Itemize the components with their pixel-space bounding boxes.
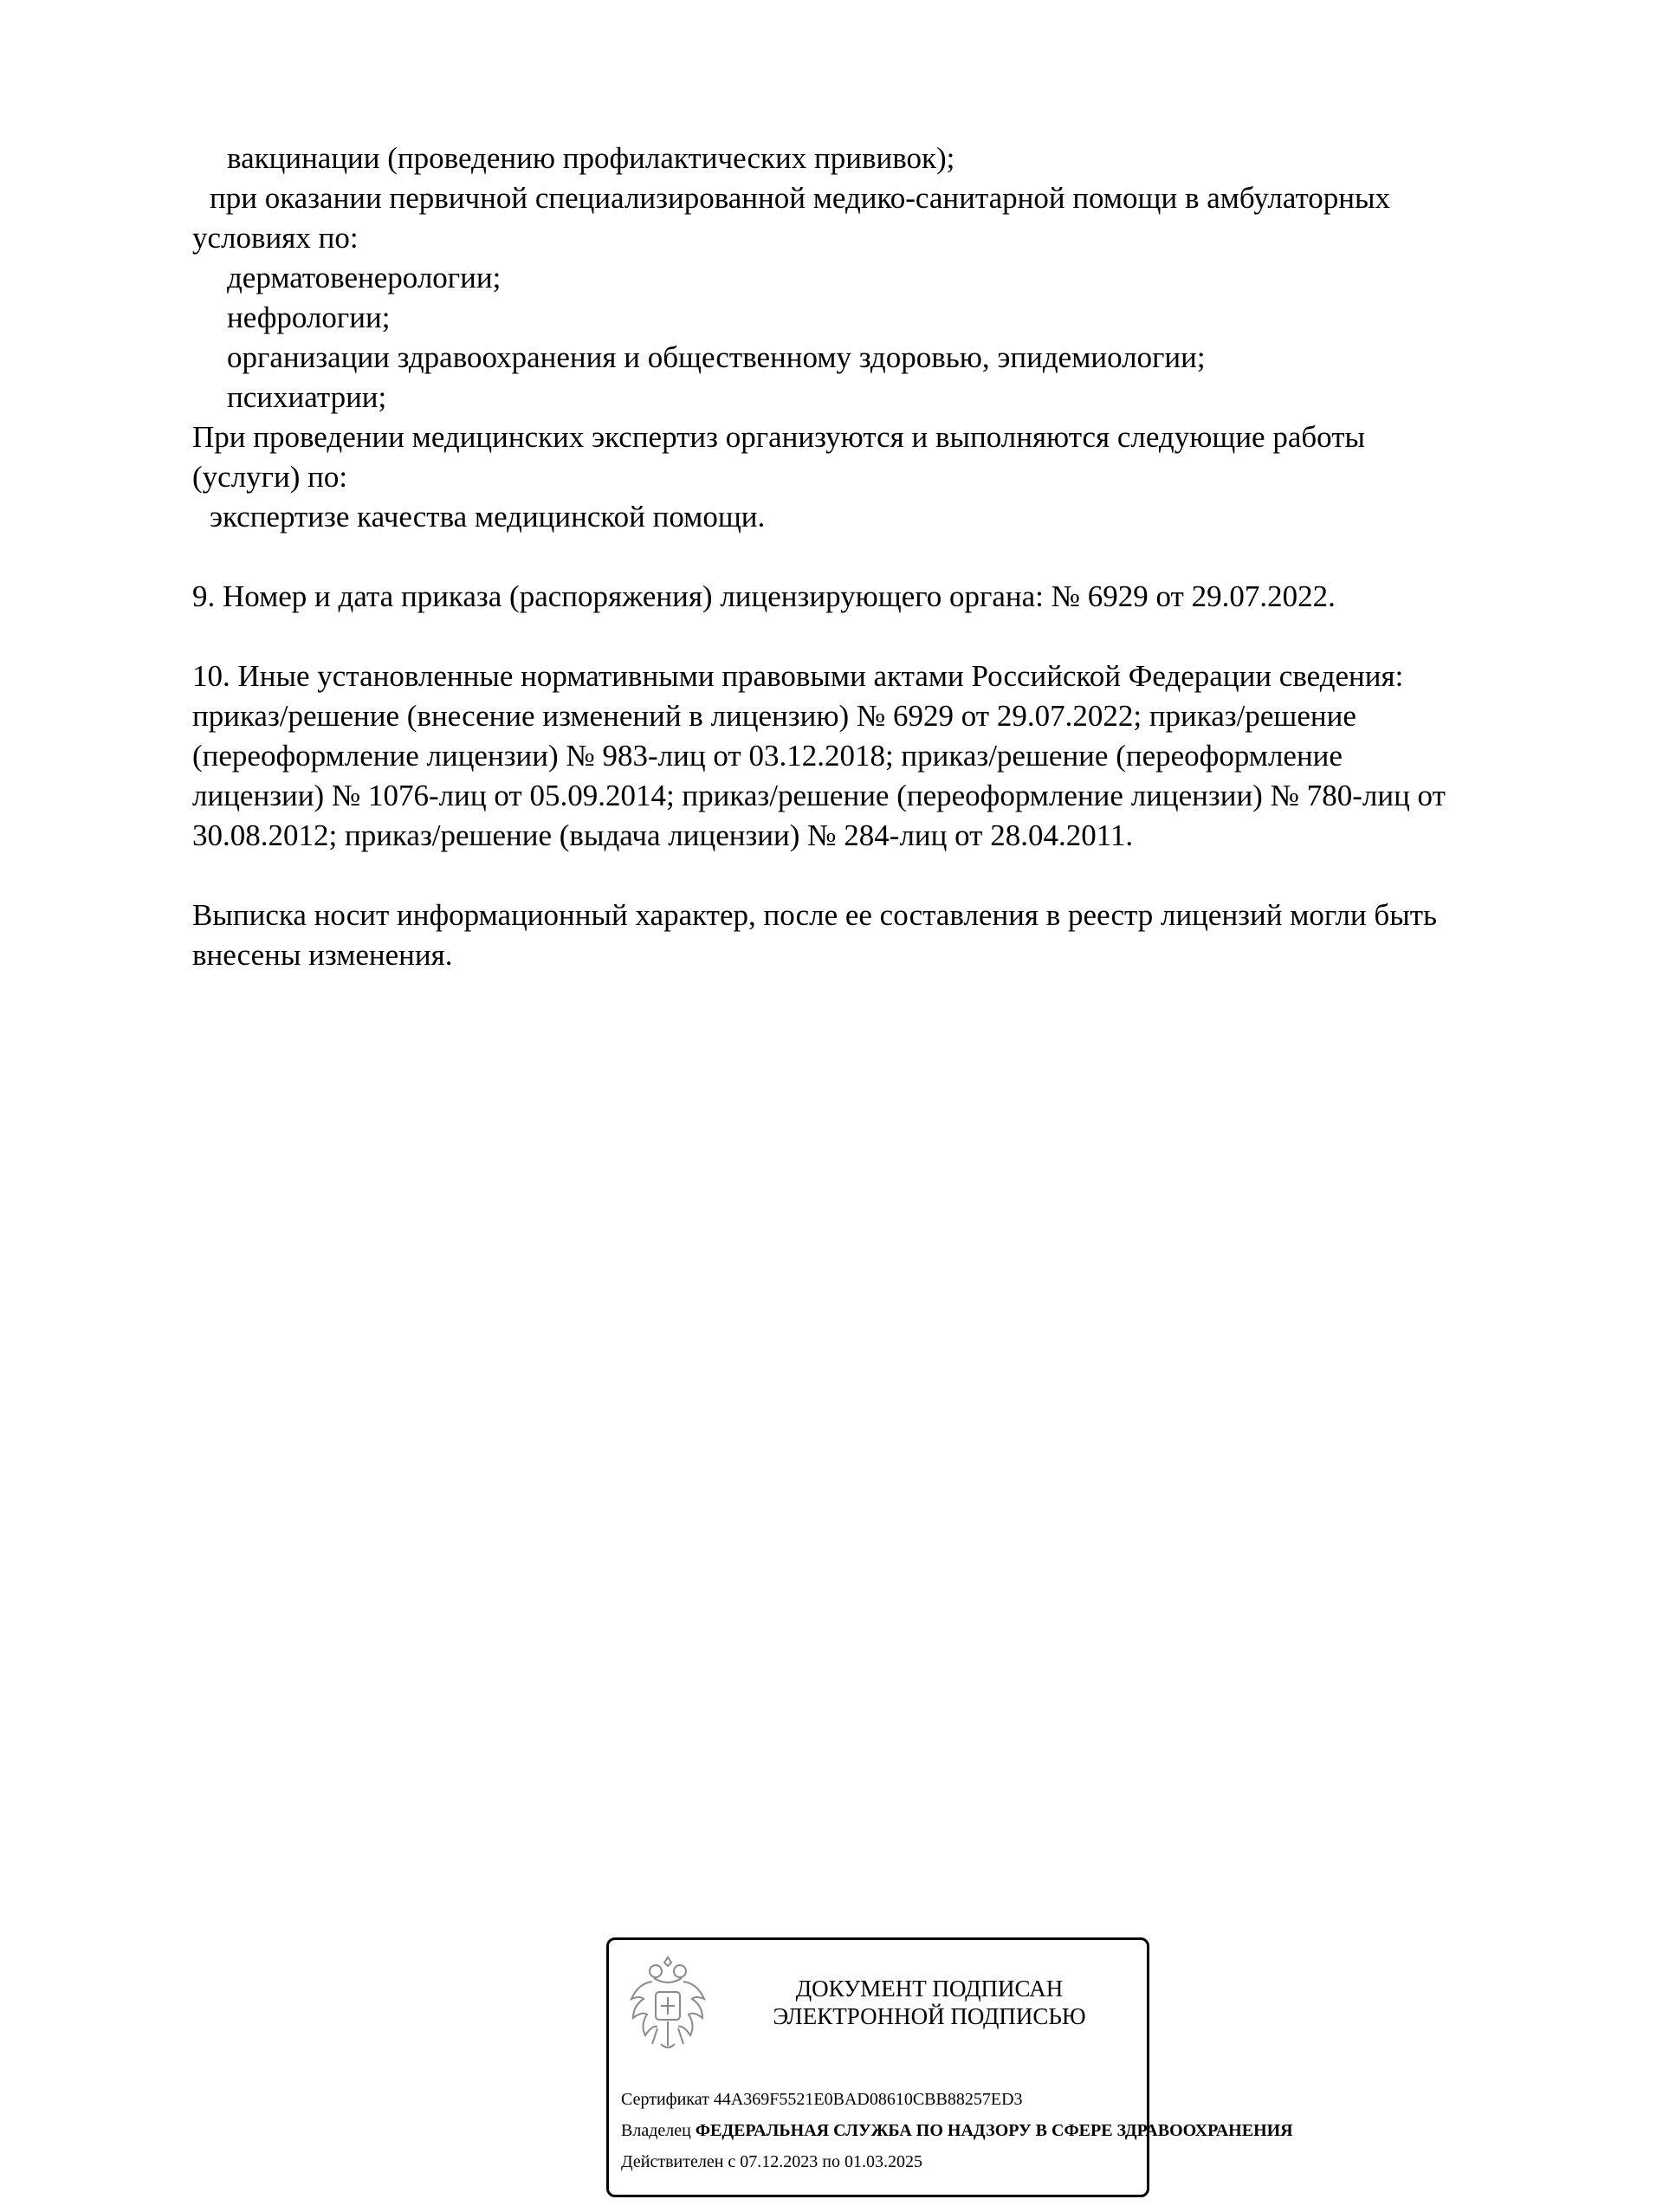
text-line: дерматовенерологии; [227,261,501,294]
certificate-label: Сертификат [621,2090,709,2109]
electronic-signature-stamp [606,1937,1293,2197]
other-info-line: лицензии) № 1076-лиц от 05.09.2014; приказ/решение (переоформление лицензии) № 780-лиц от [192,779,1446,812]
other-info-line: 10. Иные установленные нормативными правовыми актами Российской Федерации сведения: [192,659,1404,693]
validity-row: Действителен с 07.12.2023 по 01.03.2025 [621,2152,922,2171]
certificate-value: 44A369F5521E0BAD08610CBB88257ED3 [713,2090,1023,2109]
text-line: экспертизе качества медицинской помощи. [210,500,766,534]
stamp-title [739,1975,1120,2030]
owner-row [621,2115,1293,2146]
stamp-title-line: ДОКУМЕНТ ПОДПИСАН [795,1976,1064,2002]
other-info-line: 30.08.2012; приказ/решение (выдача лицензии) № 284-лиц от 28.04.2011. [192,818,1134,852]
text-line: (услуги) по: [192,460,348,494]
other-info-line: (переоформление лицензии) № 983-лиц от 03.12.2018; приказ/решение (переоформление [192,739,1343,773]
paragraph-gap [192,537,1543,577]
text-line: вакцинации (проведению профилактических прививок); [227,141,955,175]
other-info-line: приказ/решение (внесение изменений в лицензию) № 6929 от 29.07.2022; приказ/решение [192,699,1356,733]
text-line: при оказании первичной специализированной медико-санитарной помощи в амбулаторных [210,181,1391,215]
text-line: организации здравоохранения и общественному здоровью, эпидемиологии; [227,340,1206,374]
text-line: При проведении медицинских экспертиз организуются и выполняются следующие работы [192,420,1366,454]
stamp-title-line: ЭЛЕКТРОННОЙ ПОДПИСЬЮ [773,2003,1086,2029]
coat-of-arms-icon [626,1957,709,2051]
disclaimer-line: Выписка носит информационный характер, после ее составления в реестр лицензий могли быть [192,898,1437,932]
order-number-paragraph: 9. Номер и дата приказа (распоряжения) лицензирующего органа: № 6929 от 29.07.2022. [192,579,1336,613]
text-line: нефрологии; [227,301,391,334]
owner-value: ФЕДЕРАЛЬНАЯ СЛУЖБА ПО НАДЗОРУ В СФЕРЕ ЗДРАВООХРАНЕНИЯ [695,2121,1293,2140]
text-line: психиатрии; [227,380,387,414]
paragraph-gap [192,856,1543,896]
document-body [192,139,1543,975]
paragraph-gap [192,617,1543,656]
disclaimer-line: внесены изменения. [192,938,453,972]
stamp-details [621,2084,1293,2177]
owner-label: Владелец [621,2121,691,2140]
text-line: условиях по: [192,221,359,255]
certificate-row [621,2084,1227,2115]
